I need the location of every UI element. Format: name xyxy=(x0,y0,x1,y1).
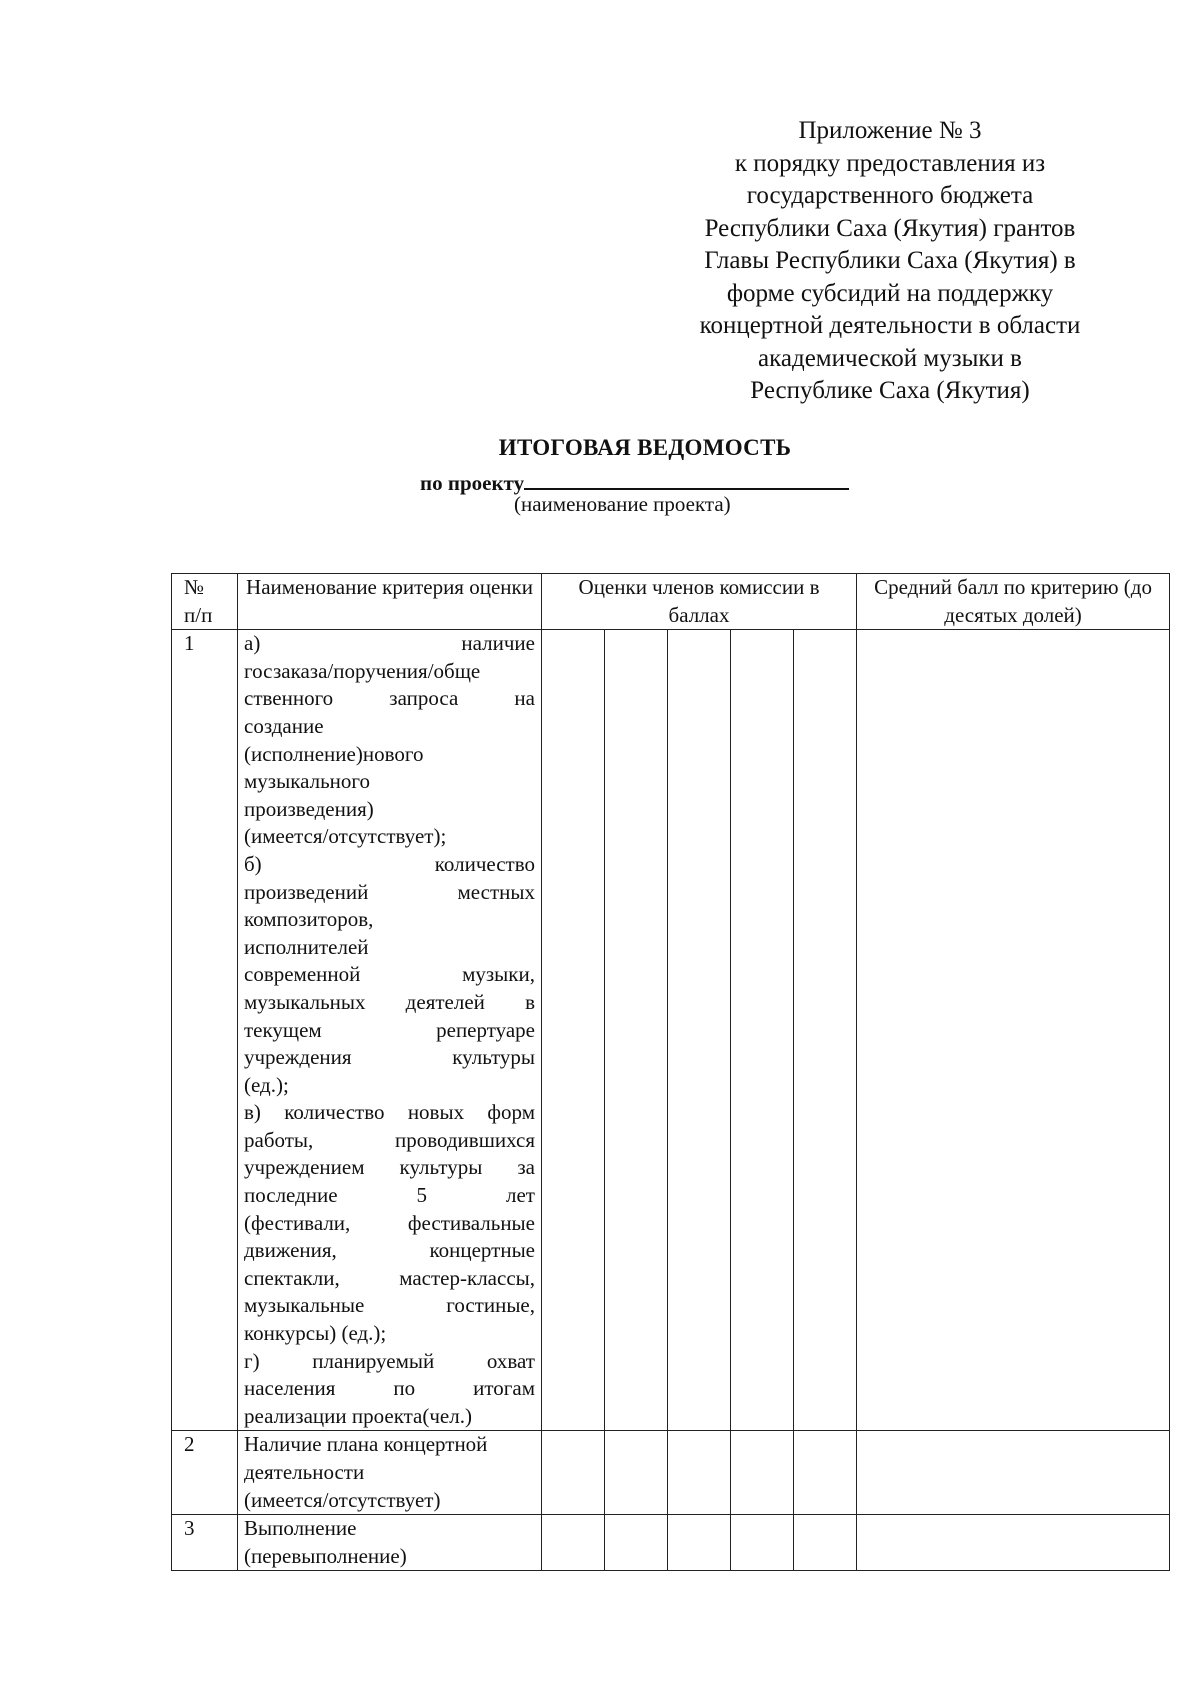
criterion-line: движения, концертные xyxy=(244,1238,535,1263)
criterion-line: музыкального xyxy=(244,769,370,794)
criterion-text xyxy=(238,1431,542,1515)
appendix-line: Республики Саха (Якутия) грантов xyxy=(704,214,1076,242)
criterion-line: ственного запроса на xyxy=(244,686,535,711)
criterion-text xyxy=(238,1515,542,1571)
score-cell[interactable] xyxy=(542,1431,605,1515)
score-cell[interactable] xyxy=(731,1431,794,1515)
criterion-line: произведения) xyxy=(244,796,374,821)
appendix-line: Приложение № 3 xyxy=(798,117,982,144)
criterion-line: спектакли, мастер-классы, xyxy=(244,1265,535,1290)
criterion-line: произведений местных xyxy=(244,879,535,904)
criterion-line: г) планируемый охват xyxy=(244,1348,535,1373)
score-cell[interactable] xyxy=(542,1515,605,1571)
criterion-line: Выполнение xyxy=(244,1516,357,1541)
score-cell[interactable] xyxy=(605,1515,668,1571)
criterion-line: композиторов, xyxy=(244,907,374,932)
criterion-line: музыкальных деятелей в xyxy=(244,989,535,1014)
header-number xyxy=(172,574,238,630)
criterion-line: населения по итогам xyxy=(244,1376,535,1401)
criterion-line: (имеется/отсутствует); xyxy=(244,824,447,849)
appendix-header xyxy=(660,115,1120,408)
score-cell[interactable] xyxy=(731,630,794,1431)
score-cell[interactable] xyxy=(731,1515,794,1571)
header-average: Средний балл по критерию (до десятых долей) xyxy=(857,574,1170,630)
criterion-line: деятельности xyxy=(244,1460,365,1484)
appendix-line: Главы Республики Саха (Якутия) в xyxy=(704,247,1076,274)
criterion-line: исполнителей xyxy=(244,934,369,959)
criterion-line: в) количество новых форм xyxy=(244,1100,535,1125)
score-cell[interactable] xyxy=(668,1431,731,1515)
criterion-text xyxy=(238,630,542,1431)
evaluation-table xyxy=(171,573,1170,1571)
criterion-line: (перевыполнение) xyxy=(244,1543,407,1568)
average-cell[interactable] xyxy=(857,1515,1170,1571)
criterion-line: а) наличие xyxy=(244,631,535,656)
project-label: по проекту xyxy=(420,471,525,495)
criterion-line: учреждения культуры xyxy=(244,1045,535,1070)
appendix-line: форме субсидий на поддержку xyxy=(726,279,1054,307)
table-row xyxy=(172,1515,1170,1571)
criterion-line: госзаказа/поручения/обще xyxy=(244,658,481,683)
criterion-line: создание xyxy=(244,713,324,738)
header-criterion: Наименование критерия оценки xyxy=(238,574,542,630)
project-name-caption: (наименование проекта) xyxy=(514,492,731,516)
header-number-sign: № xyxy=(184,575,205,599)
criterion-line: работы, проводившихся xyxy=(244,1127,535,1152)
average-cell[interactable] xyxy=(857,1431,1170,1515)
average-cell[interactable] xyxy=(857,630,1170,1431)
header-number-abbr: п/п xyxy=(184,602,213,627)
criterion-line: конкурсы) (ед.); xyxy=(244,1321,387,1346)
appendix-line: академической музыки в xyxy=(758,344,1022,372)
score-cell[interactable] xyxy=(542,630,605,1431)
criterion-line: б) количество xyxy=(244,851,535,876)
appendix-line: к порядку предоставления из xyxy=(734,149,1046,177)
criterion-line: учреждением культуры за xyxy=(244,1155,535,1180)
score-cell[interactable] xyxy=(605,1431,668,1515)
criterion-line: последние 5 лет xyxy=(244,1183,535,1208)
score-cell[interactable] xyxy=(605,630,668,1431)
criterion-line: современной музыки, xyxy=(244,962,535,987)
header-scores: Оценки членов комиссии в баллах xyxy=(542,574,857,630)
table-row xyxy=(172,630,1170,1431)
score-cell[interactable] xyxy=(794,630,857,1431)
criterion-line: Наличие плана концертной xyxy=(244,1432,488,1457)
appendix-line: государственного бюджета xyxy=(746,182,1034,209)
score-cell[interactable] xyxy=(668,1515,731,1571)
appendix-line: концертной деятельности в области xyxy=(699,312,1081,339)
appendix-line: Республике Саха (Якутия) xyxy=(750,377,1030,404)
table-header-row xyxy=(172,574,1170,630)
criterion-line: (ед.); xyxy=(244,1072,289,1097)
criterion-line: (имеется/отсутствует) xyxy=(244,1487,441,1512)
criterion-line: текущем репертуаре xyxy=(244,1017,535,1042)
row-number: 3 xyxy=(172,1515,238,1571)
criterion-line: реализации проекта(чел.) xyxy=(244,1403,472,1428)
score-cell[interactable] xyxy=(794,1515,857,1571)
row-number: 1 xyxy=(172,630,238,1431)
criterion-line: (исполнение)нового xyxy=(244,741,424,766)
document-title: ИТОГОВАЯ ВЕДОМОСТЬ xyxy=(498,435,792,460)
row-number: 2 xyxy=(172,1431,238,1515)
score-cell[interactable] xyxy=(794,1431,857,1515)
table-row xyxy=(172,1431,1170,1515)
project-name-blank xyxy=(524,466,849,490)
score-cell[interactable] xyxy=(668,630,731,1431)
criterion-line: музыкальные гостиные, xyxy=(244,1293,535,1318)
criterion-line: (фестивали, фестивальные xyxy=(244,1210,535,1235)
